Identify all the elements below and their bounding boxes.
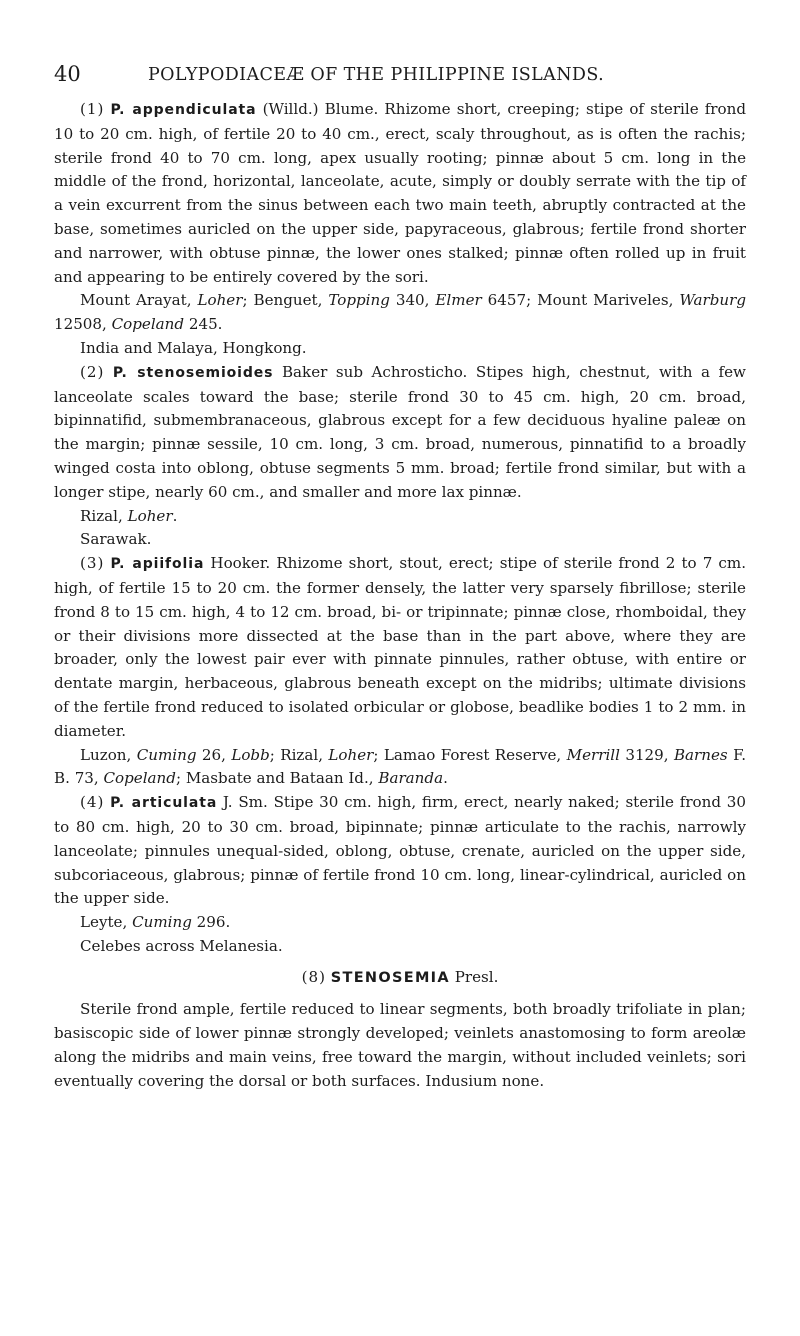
distribution: India and Malaya, Hongkong.	[80, 338, 307, 357]
locality-text: ; Masbate and Bataan Id.,	[175, 769, 379, 788]
description-text: Rhizome short, creeping; stipe of sterile frond 10 to 20 cm. high, of fertile 20 to 40 cm., erect, scaly throughout, as is often the rachis; sterile frond 40 to 70 cm. long, apex usually rooting; pinnæ about 5 cm. long in the middle of the frond, horizontal, lanceolate, acute, simply or doubly serrate with the tip of a vein excurrent from the sinus between each two main teeth, abruptly contracted at the base, sometimes auricled on the upper side, papyraceous, glabrous; fertile frond shorter and narrower, with obtuse pinnæ, the lower ones stalked; pinnæ often rolled up in fruit and appearing to be entirely covered by the sori.	[54, 100, 746, 286]
locality-text: Rizal,	[80, 506, 128, 525]
collector-name: Lobb	[231, 745, 270, 764]
page-body	[54, 98, 746, 1094]
locality-text: ; Benguet,	[242, 291, 329, 310]
locality-text: ; Rizal,	[269, 745, 329, 764]
description-text: Rhizome short, stout, erect; stipe of sterile frond 2 to 7 cm. high, of fertile 15 to 20 cm. the former densely, the latter very sparsely fibrillose; sterile frond 8 to 15 cm. high, 4 to 12 cm. broad, bi- or tripinnate; pinnæ close, rhomboidal, they or their divisions more dissected at the base than in the part above, where they are broader, only the lowest pair ever with pinnate pinnules, rather obtuse, with entire or dentate margin, herbaceous, glabrous beneath except on the midribs; ultimate divisions of the fertile frond reduced to isolated orbicular or globose, beadlike bodies 1 to 2 mm. in diameter.	[54, 554, 746, 740]
locality-text: Luzon,	[80, 745, 137, 764]
collector-name: Elmer	[435, 291, 482, 310]
distribution: Celebes across Melanesia.	[80, 936, 283, 955]
collector-name: Loher	[328, 745, 374, 764]
genus-number: (8)	[301, 967, 326, 986]
locality-text: .	[443, 769, 448, 788]
locality-text: ; Lamao Forest Reserve,	[373, 745, 567, 764]
genus-authority: Presl.	[454, 967, 499, 986]
species-description	[54, 361, 746, 505]
page-header	[54, 60, 750, 90]
localities	[54, 911, 746, 935]
genus-heading	[54, 966, 746, 991]
species-number: (1)	[80, 100, 105, 118]
collector-name: Merrill	[566, 745, 620, 764]
distribution: Sarawak.	[80, 530, 152, 549]
collector-name: Loher	[127, 506, 173, 525]
genus-description: Sterile frond ample, fertile reduced to linear segments, both broadly trifoliate in plan; basiscopic side of lower pinnæ strongly developed; veinlets anastomosing to form areolæ along the midribs and main veins, free toward the margin, without included veinlets; sori eventually covering the dorsal or both surfaces. Indusium none.	[54, 1000, 746, 1090]
species-name: P. apiifolia	[110, 556, 205, 573]
page-number: 40	[54, 62, 81, 86]
collector-name: Topping	[328, 291, 390, 310]
species-authority: J. Sm.	[222, 793, 268, 812]
collector-name: Copeland	[111, 315, 185, 334]
collector-name: Barnes	[673, 745, 728, 764]
species-authority: (Willd.) Blume.	[262, 100, 379, 118]
species-description	[54, 552, 746, 743]
locality-text: Mount Arayat,	[80, 291, 198, 310]
species-authority: Hooker.	[210, 554, 271, 573]
collector-name: Warburg	[679, 291, 747, 310]
species-number: (3)	[80, 554, 105, 573]
locality-text: 340,	[389, 291, 436, 310]
description-text: Stipes high, chestnut, with a few lanceolate scales toward the base; sterile frond 30 to 45 cm. high, 20 cm. broad, bipinnatifid, submembranaceous, glabrous except for a few deciduous hyaline paleæ on the margin; pinnæ sessile, 10 cm. long, 3 cm. broad, numerous, pinnatifid to a broadly winged costa into oblong, obtuse segments 5 mm. broad; fertile frond similar, but with a longer stipe, nearly 60 cm., and smaller and more lax pinnæ.	[54, 362, 746, 501]
localities	[54, 289, 746, 337]
locality-text: 12508,	[54, 315, 112, 334]
description-text: Stipe 30 cm. high, firm, erect, nearly naked; sterile frond 30 to 80 cm. high, 20 to 30 cm. broad, bipinnate; pinnæ articulate to the rachis, narrowly lanceolate; pinnules unequal-sided, oblong, obtuse, crenate, auricled on the upper side, subcoriaceous, glabrous; pinnæ of fertile frond 10 cm. long, linear-cylindrical, auricled on the upper side.	[54, 793, 746, 908]
locality-text: 6457; Mount Mariveles,	[481, 291, 680, 310]
species-authority: Baker sub Achrosticho.	[281, 362, 468, 381]
collector-name: Copeland	[103, 769, 176, 788]
locality-text: 26,	[196, 745, 232, 764]
species-name: P. appendiculata	[110, 102, 257, 118]
localities	[54, 744, 746, 792]
species-description	[54, 98, 746, 289]
genus-name: STENOSEMIA	[330, 969, 450, 986]
locality-text: 245.	[184, 315, 223, 334]
collector-name: Loher	[197, 291, 243, 310]
species-description	[54, 791, 746, 911]
localities	[54, 505, 746, 529]
collector-name: Cuming	[136, 745, 197, 764]
species-number: (2)	[80, 362, 105, 381]
collector-name: Baranda	[378, 769, 444, 788]
species-number: (4)	[80, 793, 105, 812]
locality-text: F. B. 73,	[54, 745, 747, 788]
collector-name: Cuming	[132, 913, 192, 932]
species-name: P. stenosemioides	[112, 364, 274, 381]
species-name: P. articulata	[110, 795, 218, 812]
locality-text: 3129,	[619, 745, 674, 764]
locality-text: Leyte,	[80, 913, 133, 932]
locality-text: .	[172, 506, 178, 525]
running-title: POLYPODIACEÆ OF THE PHILIPPINE ISLANDS.	[148, 65, 605, 85]
locality-text: 296.	[191, 913, 231, 932]
